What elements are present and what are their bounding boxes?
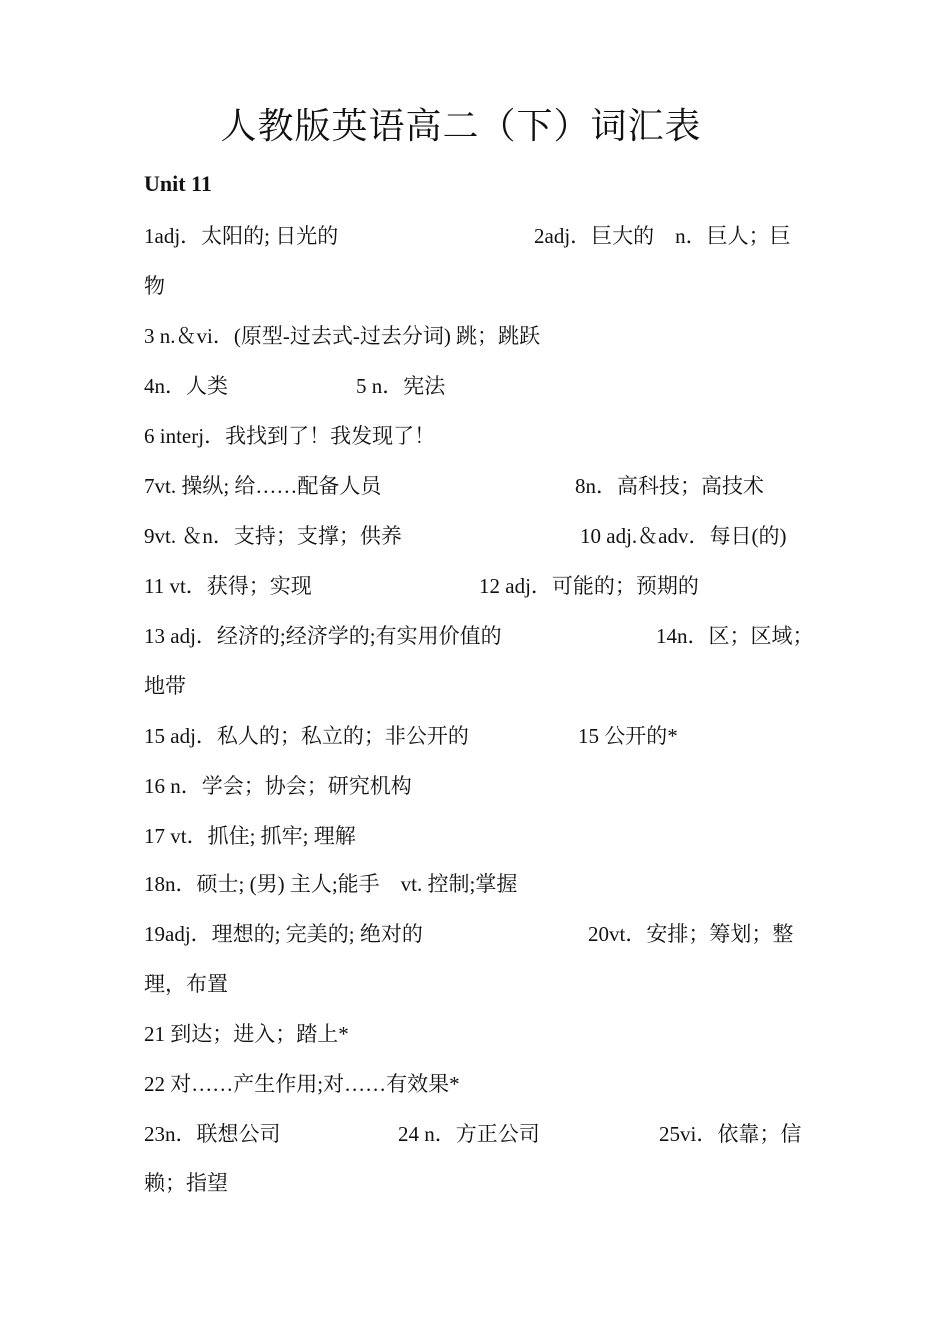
vocab-line bbox=[144, 466, 808, 506]
vocab-line bbox=[144, 566, 808, 606]
vocab-entry: 11 vt．获得；实现 bbox=[144, 574, 312, 598]
vocab-line bbox=[144, 816, 808, 856]
vocab-line bbox=[144, 666, 808, 706]
vocab-entry: 23n．联想公司 bbox=[144, 1122, 281, 1146]
vocab-entry: 15 公开的* bbox=[578, 724, 678, 748]
vocab-entry: 13 adj．经济的;经济学的;有实用价值的 bbox=[144, 624, 502, 648]
vocab-entry: 8n．高科技；高技术 bbox=[575, 474, 764, 498]
vocab-line bbox=[144, 266, 808, 306]
vocab-entry: 9vt. ＆n．支持；支撑；供养 bbox=[144, 524, 402, 548]
vocab-entry: 6 interj．我找到了！我发现了！ bbox=[144, 424, 436, 448]
vocab-entry: 赖；指望 bbox=[144, 1171, 228, 1195]
vocab-line bbox=[144, 216, 808, 256]
unit-heading: Unit 11 bbox=[144, 171, 212, 196]
vocab-line bbox=[144, 516, 808, 556]
vocab-entry: 21 到达；进入；踏上* bbox=[144, 1022, 349, 1046]
vocab-entry: 20vt．安排；筹划；整 bbox=[588, 922, 794, 946]
vocab-line bbox=[144, 914, 808, 954]
vocab-entry: 15 adj．私人的；私立的；非公开的 bbox=[144, 724, 469, 748]
vocab-entry: 4n．人类 bbox=[144, 374, 228, 398]
vocab-entry: 物 bbox=[144, 274, 165, 298]
vocab-entry: 24 n．方正公司 bbox=[398, 1122, 540, 1146]
vocab-entry: 22 对……产生作用;对……有效果* bbox=[144, 1072, 460, 1096]
vocab-entry: 25vi．依靠；信 bbox=[659, 1122, 802, 1146]
vocab-entry: 7vt. 操纵; 给……配备人员 bbox=[144, 474, 382, 498]
vocab-entry: 18n．硕士; (男) 主人;能手 vt. 控制;掌握 bbox=[144, 872, 518, 896]
vocab-entry: 2adj．巨大的 n．巨人；巨 bbox=[534, 224, 791, 248]
vocab-entry: 14n．区；区域； bbox=[656, 624, 814, 648]
vocab-line bbox=[144, 964, 808, 1004]
vocab-line bbox=[144, 316, 808, 356]
vocab-entry: 12 adj．可能的；预期的 bbox=[479, 574, 699, 598]
vocab-line bbox=[144, 1064, 808, 1104]
vocab-entry: 19adj．理想的; 完美的; 绝对的 bbox=[144, 922, 423, 946]
vocab-entry: 1adj．太阳的; 日光的 bbox=[144, 224, 339, 248]
vocab-line bbox=[144, 716, 808, 756]
vocab-entry: 16 n．学会；协会；研究机构 bbox=[144, 774, 412, 798]
vocab-line bbox=[144, 416, 808, 456]
vocab-entry: 17 vt．抓住; 抓牢; 理解 bbox=[144, 824, 356, 848]
vocab-entry: 3 n.＆vi．(原型-过去式-过去分词) 跳；跳跃 bbox=[144, 324, 541, 348]
vocab-line bbox=[144, 1163, 808, 1203]
vocab-line bbox=[144, 864, 808, 904]
page-title: 人教版英语高二（下）词汇表 bbox=[220, 106, 702, 146]
vocab-entry: 5 n．宪法 bbox=[356, 374, 446, 398]
vocab-entry: 地带 bbox=[144, 674, 186, 698]
vocab-entry: 理，布置 bbox=[144, 972, 228, 996]
vocab-line bbox=[144, 1014, 808, 1054]
vocab-line bbox=[144, 366, 808, 406]
vocab-entry: 10 adj.＆adv．每日(的) bbox=[580, 524, 787, 548]
vocab-line bbox=[144, 616, 814, 656]
vocab-line bbox=[144, 766, 808, 806]
vocab-line bbox=[144, 1114, 808, 1154]
